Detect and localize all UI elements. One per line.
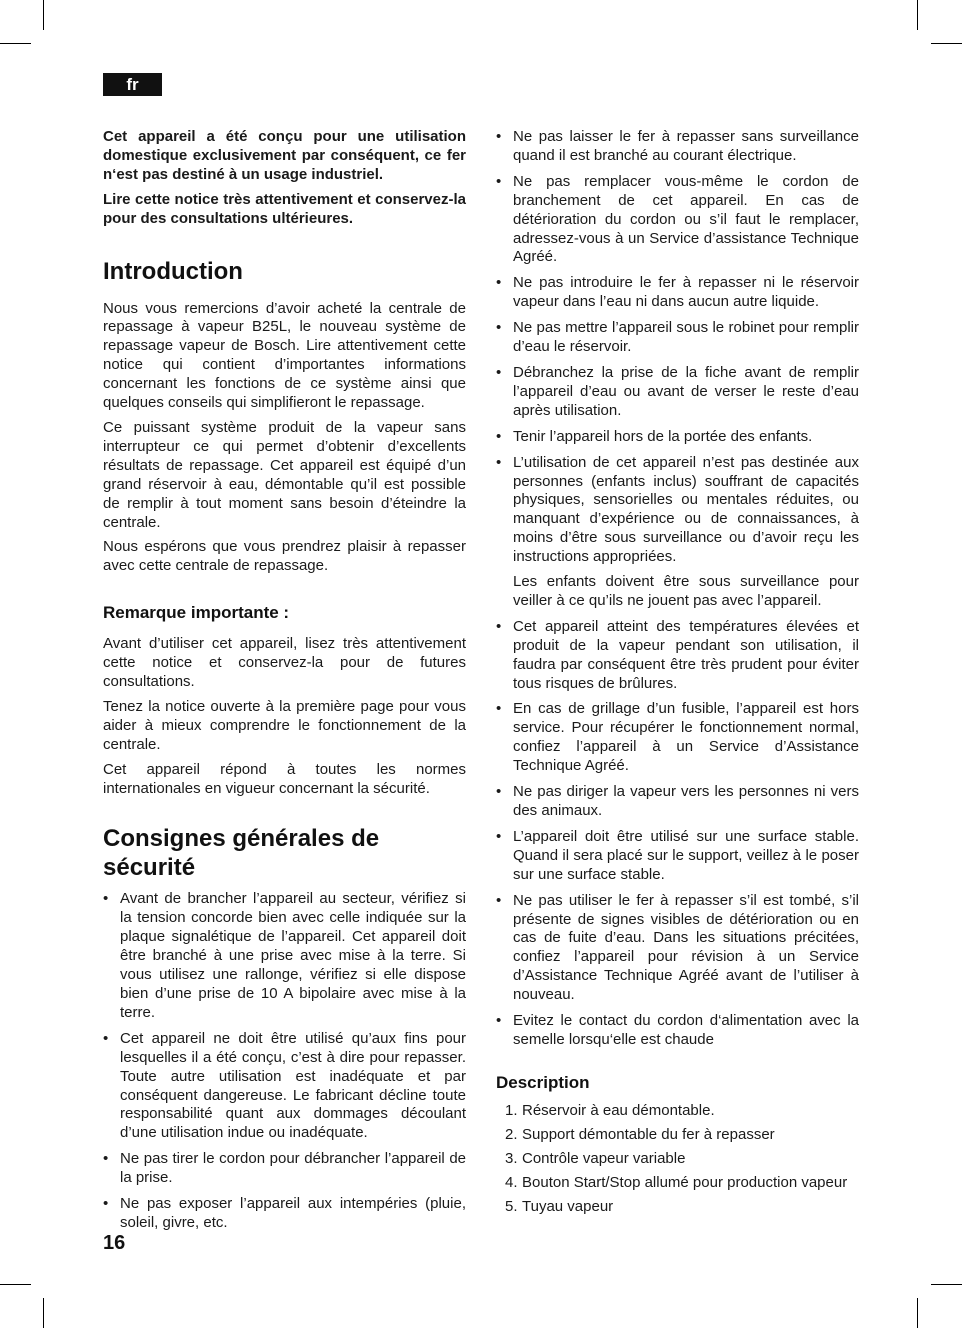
bullet: • <box>496 363 502 381</box>
introduction-paragraph: Ce puissant système produit de la vapeur sans interrupteur ce qui permet d’obtenir d’excellents résultats de repassage. Cet appareil est équipé d’un grand réservoir à eau, démontable qu’il est possible de remplir à tout moment sans besoin d’éteindre la centrale. <box>103 418 466 531</box>
bullet: • <box>496 274 502 292</box>
bullet: • <box>496 1012 502 1030</box>
introduction-paragraph: Nous vous remercions d’avoir acheté la centrale de repassage à vapeur B25L, le nouveau système de repassage vapeur de Bosch. Lire attentivement cette notice qui contient d’importantes informations concernant les fonctions de ce système ainsi que quelques conseils qui simplifieront le repassage. <box>103 299 466 412</box>
list-item: 2. Support démontable du fer à repasser <box>505 1125 775 1143</box>
introduction-paragraph: Nous espérons que vous prendrez plaisir à repasser avec cette centrale de repassage. <box>103 538 466 575</box>
bullet: • <box>496 827 502 845</box>
crop-mark-top-left-h <box>0 43 31 44</box>
language-tab: fr <box>103 73 162 96</box>
remarque-paragraph: Tenez la notice ouverte à la première page pour vous aider à mieux comprendre le fonctionnement de la centrale. <box>103 697 466 753</box>
bullet: • <box>496 128 502 145</box>
consignes-list-right <box>496 128 859 1050</box>
children-note: Les enfants doivent être sous surveillance pour veiller à ce qu’ils ne jouent pas avec l’appareil. <box>513 573 859 609</box>
list-item: • En cas de grillage d’un fusible, l’appareil est hors service. Pour récupérer le fonctionnement normal, confiez l’appareil à un Service d’Assistance Technique Agréé. <box>496 700 859 775</box>
bullet: • <box>103 1029 109 1047</box>
list-item: • Ne pas introduire le fer à repasser ni le réservoir vapeur dans l’eau ni dans aucun autre liquide. <box>496 274 859 311</box>
intro-notice <box>103 128 466 229</box>
left-column <box>103 128 466 1240</box>
list-item: • Ne pas tirer le cordon pour débrancher l’appareil de la prise. <box>103 1150 466 1187</box>
list-item: • Evitez le contact du cordon d‘alimentation avec la semelle lorsqu‘elle est chaude <box>496 1012 859 1048</box>
crop-mark-bottom-right-h <box>931 1284 962 1285</box>
list-item: • Tenir l’appareil hors de la portée des enfants. <box>496 427 813 445</box>
crop-mark-top-right-v <box>917 0 918 30</box>
bullet: • <box>496 172 502 190</box>
crop-mark-bottom-left-v <box>43 1298 44 1328</box>
list-item: • Avant de brancher l’appareil au secteur, vérifiez si la tension concorde bien avec celle indiquée sur la plaque signalétique de l’appareil. Cet appareil doit être branché à une prise avec mise à la terre. Si vous utilisez une rallonge, vérifiez si elle dispose bien d’une prise de 10 A bipolaire avec mise à la terre. <box>103 890 466 1021</box>
bullet: • <box>496 427 502 445</box>
bullet: • <box>496 319 502 337</box>
list-item: • Ne pas laisser le fer à repasser sans surveillance quand il est branché au courant électrique. <box>496 128 859 164</box>
list-item: • Ne pas utiliser le fer à repasser s’il est tombé, s’il présente de signes visibles de détérioration ou en cas de fuite d’eau. Dans les situations précitées, confiez l’appareil pour révision à un Service d’Assistance Technique Agréé avant de l’utiliser à nouveau. <box>496 891 859 1004</box>
crop-mark-bottom-right-v <box>917 1298 918 1328</box>
list-item: • Cet appareil atteint des températures élevées et produit de la vapeur pendant son utilisation, il faudra par conséquent être très prudent pour éviter tous risques de brûlures. <box>496 617 859 692</box>
introduction-heading: Introduction <box>103 257 243 285</box>
intro-notice-paragraph: Lire cette notice très attentivement et conservez-la pour des consultations ultérieures. <box>103 190 466 227</box>
bullet: • <box>496 891 502 909</box>
list-item: • Ne pas diriger la vapeur vers les personnes ni vers des animaux. <box>496 783 859 819</box>
remarque-paragraph: Avant d’utiliser cet appareil, lisez très attentivement cette notice et conservez-la pour de futures consultations. <box>103 635 466 691</box>
list-item: • Débranchez la prise de la fiche avant de remplir l’appareil d’eau ou avant de verser le reste d’eau après utilisation. <box>496 363 859 419</box>
right-column <box>496 128 859 1221</box>
list-item: 5. Tuyau vapeur <box>505 1197 614 1215</box>
remarque-heading: Remarque importante : <box>103 603 290 623</box>
bullet: • <box>103 1195 109 1213</box>
list-item: • L’utilisation de cet appareil n’est pas destinée aux personnes (enfants inclus) souffrant de capacités physiques, sensorielles ou mentales réduites, ou manquant d’expérience ou de connaissances, à moins d’être sous surveillance ou d’avoir reçu les instructions appropriées. Les enfants doivent être sous surveillance pour veiller à ce qu’ils ne jouent pas avec l’appareil. <box>496 453 859 609</box>
page-number: 16 <box>103 1232 126 1254</box>
consignes-list-left <box>103 890 466 1232</box>
bullet: • <box>103 890 109 908</box>
list-item: 4. Bouton Start/Stop allumé pour production vapeur <box>505 1173 848 1191</box>
list-item: • Cet appareil ne doit être utilisé qu’aux fins pour lesquelles il a été conçu, c’est à dire pour repasser. Toute autre utilisation est inadéquate et par conséquent dangereuse. Le fabricant décline toute responsabilité quant aux dommages découlant d’une utilisation indue ou inadéquate. <box>103 1029 466 1142</box>
crop-mark-bottom-left-h <box>0 1284 31 1285</box>
crop-mark-top-left-v <box>43 0 44 30</box>
bullet: • <box>496 783 502 801</box>
bullet: • <box>496 617 502 635</box>
list-item: • Ne pas exposer l’appareil aux intempéries (pluie, soleil, givre, etc. <box>103 1195 466 1231</box>
list-item: 3. Contrôle vapeur variable <box>505 1149 686 1167</box>
remarque-paragraph: Cet appareil répond à toutes les normes internationales en vigueur concernant la sécurité. <box>103 760 466 797</box>
description-list <box>496 1102 859 1217</box>
intro-notice-paragraph: Cet appareil a été conçu pour une utilisation domestique exclusivement par conséquent, ce fer n‘est pas destiné à un usage industriel. <box>103 128 466 183</box>
description-heading: Description <box>496 1072 590 1092</box>
list-item: • Ne pas remplacer vous-même le cordon de branchement de cet appareil. En cas de détérioration du cordon ou s’il faut le remplacer, adressez-vous à un Service d’assistance Technique Agréé. <box>496 172 859 266</box>
list-item: • L’appareil doit être utilisé sur une surface stable. Quand il sera placé sur le support, veillez à le poser sur une surface stable. <box>496 827 859 883</box>
bullet: • <box>103 1150 109 1168</box>
bullet: • <box>496 700 502 718</box>
list-item: 1. Réservoir à eau démontable. <box>505 1101 715 1119</box>
bullet: • <box>496 453 502 471</box>
crop-mark-top-right-h <box>931 43 962 44</box>
list-item: • Ne pas mettre l’appareil sous le robinet pour remplir d’eau le réservoir. <box>496 319 859 356</box>
consignes-heading: Consignes générales de sécurité <box>103 825 380 882</box>
